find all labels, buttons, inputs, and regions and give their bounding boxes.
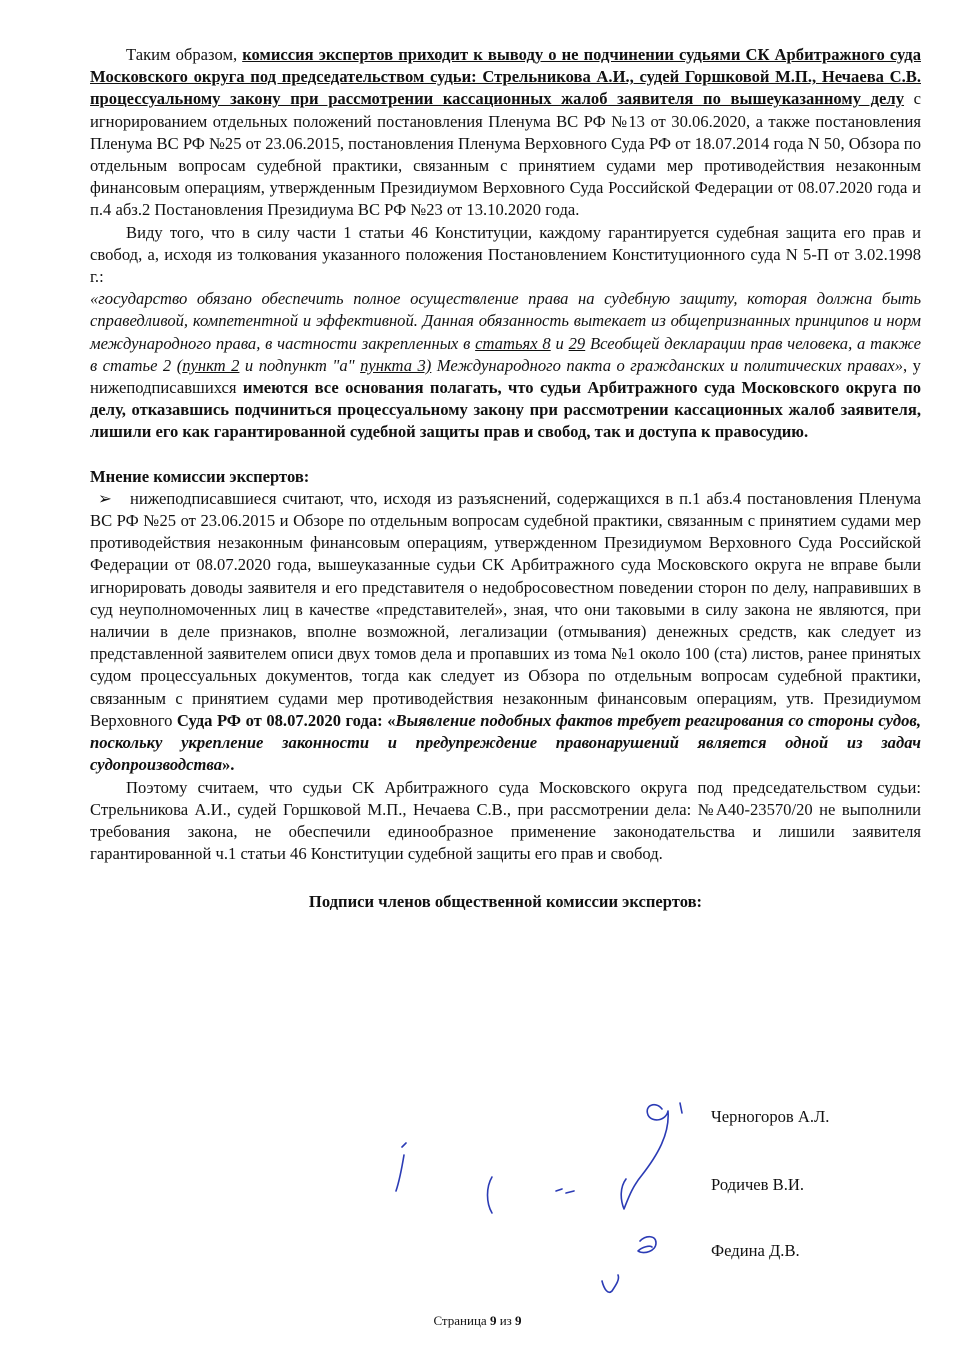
text: Таким образом, xyxy=(126,45,243,64)
quote-text: и xyxy=(550,333,569,353)
text: с игнорированием отдельных положений постановления Пленума ВС РФ №13 от 30.06.2020, а также постановления Пленума ВС РФ №25 от 23.06.2015, постановления Пленума Верховного Суда РФ от 18.07.2014 года N 50, Обзора по отдельным вопросам судебной практики, связанным с принятием судами мер противодействия незаконным финансовым операциям, утвержденным Президиумом Верховного Суда Российской Федерации от 08.07.2020 года и п.4 абз.2 Постановления Президиума ВС РФ №23 от 13.10.2020 года. xyxy=(90,89,921,220)
paragraph-therefore xyxy=(90,777,921,866)
paragraph-opinion xyxy=(90,488,921,777)
text: Поэтому считаем, что судьи СК Арбитражного суда Московского округа под председательством судьи: Стрельникова А.И., судей Горшковой М.П., Нечаева С.В., при рассмотрении дела: №А40-23570/20 не выполнили требования закона, не обеспечили единообразное применение законодательства и лишили заявителя гарантированной ч.1 статьи 46 Конституции судебной защиты его прав и свобод. xyxy=(90,777,921,864)
signatures-title: Подписи членов общественной комиссии экспертов: xyxy=(308,892,703,912)
signer-chernogorov: Черногоров А.Л. xyxy=(711,1107,830,1126)
paragraph-conclusion xyxy=(90,44,921,222)
text: нижеподписавшиеся считают, что, исходя из разъяснений, содержащихся в п.1 абз.4 постановления Пленума ВС РФ №25 от 23.06.2015 и Обзоре по отдельным вопросам судебной практики, связанным с принятием судами мер противодействия незаконным финансовым операциям, утвержденном Президиумом Верховного Суда Российской Федерации от 08.07.2020 года, вышеуказанные судьи СК Арбитражного суда Московского округа не вправе были игнорировать доводы заявителя и его представителя о недобросовестном поведении сторон по делу, направивших в суд неуполномоченных лиц в качестве «представителей», зная, что они таковыми в силу закона не являются, при наличии в деле признаков, вполне возможной, легализации (отмывания) денежных средств, как следует из представленной заявителем описи двух томов дела и пропавших из тома №1 около 100 (ста) листов, ранее принятых судом процессуальных документов, тогда как следует из Обзора по отдельным вопросам судебной практики, связанным с принятием судами мер противодействия незаконным финансовым операциям, утв. Президиумом Верховного xyxy=(90,488,921,730)
bold-italic-quote: Выявление подобных фактов требует реагирования со стороны судов, поскольку укрепление законности и предупреждение правонарушений является одной из задач судопроизводства xyxy=(90,710,921,775)
signer-fedina: Федина Д.В. xyxy=(711,1241,800,1260)
text: Виду того, что в силу части 1 статьи 46 Конституции, каждому гарантируется судебная защита его прав и свобод, а, исходя из толкования указанного положения Постановлением Конституционного суда N 5-П от 3.02.1998 г.: xyxy=(90,222,921,287)
quote-text: Международного пакта о гражданских и политических правах» xyxy=(431,355,904,375)
signer-rodichev: Родичев В.И. xyxy=(711,1175,804,1194)
paragraph-quote xyxy=(90,288,921,443)
link-articles[interactable]: статьях 8 xyxy=(475,333,551,353)
bold-text: Суда РФ от 08.07.2020 года: « xyxy=(176,710,396,730)
page-total: 9 xyxy=(515,1313,522,1328)
quote-text: и подпункт "а" xyxy=(239,355,361,375)
quote-text: Всеобщей декларации прав человека, а также в статье 2 ( xyxy=(90,333,921,375)
page-number: 9 xyxy=(489,1313,497,1328)
link-point-2[interactable]: пункт 2 xyxy=(182,355,240,375)
bold-text: ». xyxy=(222,755,235,775)
page-footer xyxy=(0,1313,955,1329)
arrow-bullet-icon: ➢ xyxy=(98,488,112,508)
page-word: Страница xyxy=(433,1313,487,1328)
paragraph-constitution xyxy=(90,222,921,289)
handwritten-signatures xyxy=(380,1095,700,1315)
document-body xyxy=(90,44,921,914)
link-article-29[interactable]: 29 xyxy=(568,333,586,353)
link-point-3[interactable]: пункта 3) xyxy=(360,355,432,375)
bold-underlined-text: комиссия экспертов приходит к выводу о не подчинении судьями СК Арбитражного суда Московского округа под председательством судьи: Стрельникова А.И., судей Горшковой М.П., Нечаева С.В. процессуальному закону при рассмотрении кассационных жалоб заявителя по вышеуказанному делу xyxy=(90,45,921,109)
opinion-heading: Мнение комиссии экспертов: xyxy=(90,466,310,486)
of-word: из xyxy=(499,1313,512,1328)
text: , у нижеподписавшихся xyxy=(90,355,921,398)
bold-text: имеются все основания полагать, что судьи Арбитражного суда Московского округа по делу, отказавшись подчиниться процессуальному закону при рассмотрении кассационных жалоб заявителя, лишили его как гарантированной судебной защиты прав и свобод, так и доступа к правосудию. xyxy=(90,378,921,442)
quote-text: «государство обязано обеспечить полное осуществление права на судебную защиту, которая должна быть справедливой, компетентной и эффективной. Данная обязанность вытекает из общепризнанных принципов и норм международного права, в частности закрепленных в xyxy=(90,289,921,353)
